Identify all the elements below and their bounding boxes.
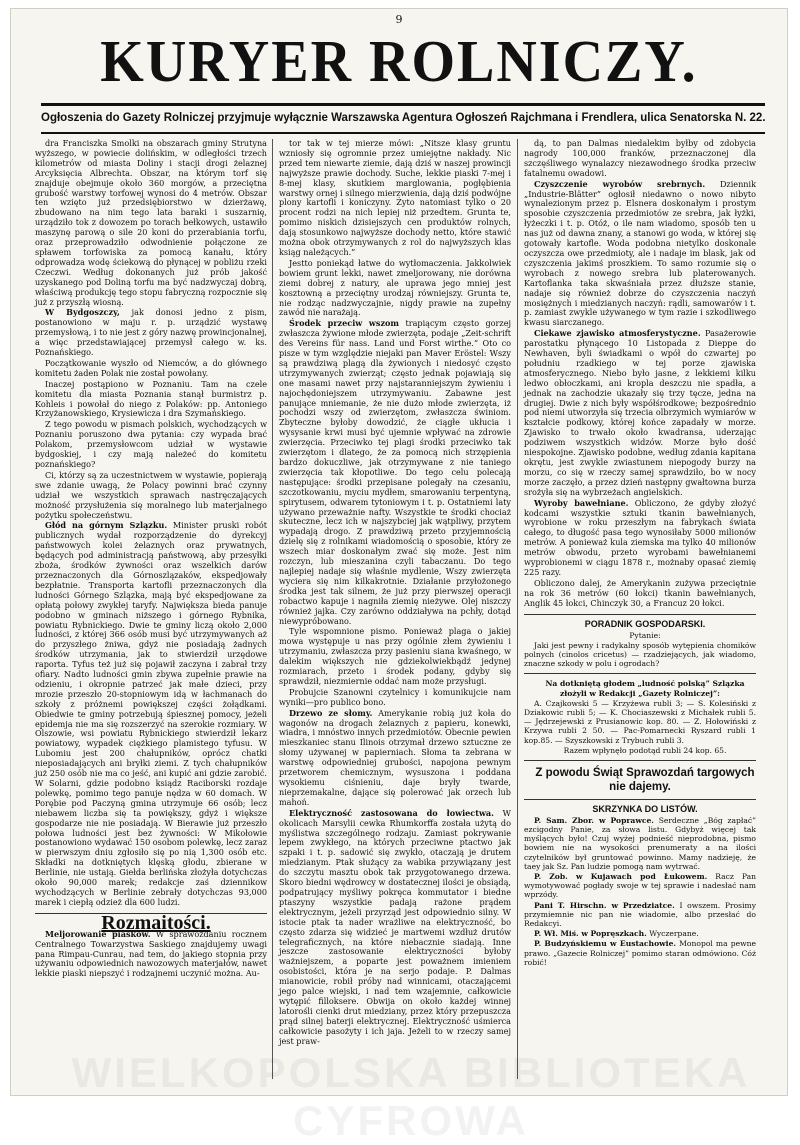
letter-text: I owszem. Prosimy przymiemnie nic pan nie wiadomie, albo przesłać do Redakcyi. [524, 900, 756, 929]
page-number: 9 [395, 13, 403, 26]
article-lead: Meljorowanie piasków. [45, 928, 151, 939]
section-rule [524, 760, 756, 761]
letter-text: Monopol ma pewne prawo. „Gazecie Rolniczej” pomimo staran odmówiono. Cóż robić! [524, 939, 756, 967]
letter-recipient: Pani T. Hirschn. w Przedziatce. [534, 900, 675, 910]
article-text: Minister pruski robót publicznych wydał rozporządzenie do dyrekcyj państwowych kolei żelaznych oraz prywatnych, będących pod administracją państwową, aby przesyłki zboża, środków żywności oraz wszelkich darów przeznaczonych dla Górnoszlązaków, ekspedjowały bezpłatnie. Transporta kartofli przeznaczonych dla ludności Górnego Szlązka, mają być ekspedjowane za opłatą połowy zwykłej taryfy. Największa bieda panuje podobno w gminach niższego i górnego Rybnika, powiatu Rybnickiego. Dwie te gminy liczą około 2,000 ludności, z której 366 osób musi być utrzymywanych aż do przyszłego żniwa, gdyż nie posiadają żadnych środków utrzymania, jak to stwierdził urzędowe raporta. Tyfus też już się pojawił zaczyna i zabrał trzy ofiary. Nadto ludności gmin zbywa zupełnie prawie na odzieniu, i okropnie patrzeć jak małe dzieci, przy mrozie przeszło 20-stopniowym idą w łachmanach do szkoły z próżnemi powiększej części żołądkami. Obiedwie te gminy potrzebują śpiesznej pomocy, jeżeli epidemja nie ma się rozszerzyć na szerokie rozmiary. W Olszowie, wsi powiatu Rybnickiego stwierdził lekarz powiatowy, wypadek ciężkiego plamistego tyfusu. W Lubomiu jest 200 chałupników, oprócz chatki nieposiadających ani bryłki ziemi. Z tych chałupników już 250 osób nie ma co jeść, ani kupić ani gdzie zarobić. W Solarni, gdzie podobno ksiądz Raciborski rozdaje polewkę, pomimo tego panuje nędza w 60 domach. W Porębie pod Paczyną gmina utrzymuje 66 osób; lecz niebawem liczba się ta powiększy, gdyż i większe gospodarze nie nie posiadają. W Bierawie już przeszło połowa ludności jest bez żywności: W Mikołowie postanowiono wydawać 150 osobom polewkę, lecz zaraz w pierwszym dniu zgłosiło się po nią 1,300 osób etc. Składki na dotkniętych klęską głodu, zbierane w Berlinie, nie ustają. Giełda berlińska złożyła dotychczas około 90,000 marek; redakcje zaś dziennikow wychodzących w Berlinie zebrały dotychczas 93,000 marek i ciepłą odzież dla 600 ludzi. [35, 520, 268, 907]
article-text: Amerykanie robią już koła do wagonów na drogach żelaznych z papieru, konewki, wiadra, i mnóstwo innych przedmiotów. Obecnie pewien mieszkaniec stanu Ilinois otrzymał drzewo sztuczne ze słomy używanej w papierniach. Słoma ta zebrana w warstwę odpowiedniej grubości, napojona pewnym przetworem chemicznym, wysuszona i poddana wysokiemu ciśnieniu, daje bryły twarde, nieprzemakalne, dające się polerować jak orzech lub mahoń. [279, 707, 511, 807]
section-heading-poradnik: PORADNIK GOSPODARSKI. [584, 618, 706, 629]
letter-reply [524, 939, 756, 967]
section-heading-skrzynka: SKRZYNKA DO LISTÓW. [592, 803, 698, 814]
article-paragraph [35, 521, 267, 907]
library-watermark: WIELKOPOLSKA BIBLIOTEKA CYFROWA [71, 1049, 751, 1144]
header-rule [41, 132, 765, 134]
article-paragraph [524, 499, 756, 578]
article-text: jak donosi jedno z pism, postanowiono w maju r. p. urządzić wystawę przemysłową, i to nie jest z góry nazwę prowincjonalnej, a więc przedstawiającej przemysł całego w. ks. Poznańskiego. [35, 307, 267, 358]
article-text: Jestto poniekąd łatwe do wytłomaczenia. Jakkolwiek bowiem grunt lekki, nawet zmeljorowany, nie dorówna ziemi dobrej z natury, ale uprawa jego mniej jest kosztowną a przeciętny urodzaj równiejszy. Grunta te, nie rodząc nadzwyczajnie, nigdy prawie na zupełny zawód nie narażają. [279, 257, 511, 318]
letter-recipient: P. Wł. Miś. w Popręszkach. [534, 929, 647, 939]
column-divider [272, 139, 273, 1079]
article-lead: W Bydgoszczy, [45, 307, 120, 318]
masthead-rule [41, 103, 765, 106]
article-text: Dziennik „Industrie-Blätter” ogłosił niedawno o nowo nibyto wynalezionym przez p. Elsnera doskonałym i prostym sposobie czyszczenia przedmiotów ze srebra, jak łyżki, łyżeczki i t. p. Otóż, o ile nam wiadomo, sposób ten u nas już od dawna znany, a stanowi go woda, w której się gotowały kartofle. Woda podobna nietylko doskonale oczyszcza owe przedmioty, ale i nadaje im blask, jak od czyszczenia jakimś proszkiem. To samo rozumie się o wyrobach z nowego srebra lub platerowanych. Kartoflanka taka skwaśniała przez dłuższe stanie, nadaje się również dobrze do czyszczenia naczyń mosiężnych i miedzianych naczyń: rądli, samowarów i t. p. zamiast zwykle używanego w tym razie i szkodliwego kwasu siarczanego. [524, 178, 756, 328]
newspaper-page [10, 8, 788, 1144]
letter-text: Wyczerpane. [649, 929, 699, 939]
article-text: W sprawozdaniu rocznem Centralnego Towarzystwa Saskiego znajdujemy uwagi pana Rimpau-Cunrau, nad tem, do jakiego stopnia przy używaniu odpowiednich nawozowych materjałów, nawet lekkie piaski niepszyć i rodzajnemi uczynić można. Au- [35, 928, 268, 979]
holiday-notice: Z powodu Świąt Sprawozdań targowych nie dajemy. [535, 766, 755, 793]
article-lead: Drzewo ze słomy. [289, 707, 373, 718]
article-text: tor tak w tej mierze mówi: „Nitsze klasy gruntu wzniosły się ogromnie przez umiejętne nakłady. Nic przed tem niewarte ziemie, dają dziś w naszej prowincji najwyższe prawie dochody. Suche, lekkie piaski 7-mej i 8-mej klasy, skutkiem marglowania, pogłębienia warstwy ornej i silnego mierzwienia, dają dziś podwójne plony kartofli i koniczyny. Żyto natomiast tylko o 20 procent rodzi na nich lepiej niż przedtem. Grunta te, pomimo niskich dzisiejszych cen produktów rolnych, dają stosunkowo najwyższe dochody netto, które stawić można obok otrzymywanych z rol do najwyższych klas ksiąg należących.” [279, 138, 511, 257]
article-text: Początkowanie wyszło od Niemców, a do głównego komitetu żaden Polak nie został powołany. [35, 357, 267, 378]
article-text: Tyle wspomnione pismo. Ponieważ plaga o jakiej mowa występuje u nas przy ogólnie złem żywieniu i utrzymaniu, zwłaszcza przy pasieniu siana kwaśnego, w dalekim większych nie gdziekolwiekbądź jedynej rozmiarach, przeto i środek podany, gdyby się sprawdził, niezmiernie oddać nam może przysługi. [279, 626, 511, 686]
column-1 [35, 139, 267, 1079]
section-rule [524, 673, 756, 674]
article-lead: Środek przeciw wszom [289, 318, 400, 329]
letter-recipient: P. Budzyńskiemu w Eustachowie. [534, 939, 677, 949]
article-lead: Ciekawe zjawisko atmosferystyczne. [534, 328, 701, 339]
article-paragraph [35, 308, 267, 358]
article-text: Obliczono dalej, że Amerykanin zużywa przeciętnie na rok 36 metrów (60 łokci) tkanin bawełnianych, Anglik 45 łokci, Chinczyk 30, a Francuz 20 łokci. [524, 577, 756, 608]
article-text: Pasażerowie parostatku płynącego 10 Listopada z Dieppe do Newhaven, byli świadkami o wpół do czwartej po południu rzadkiego w tej porze zjawiska atmosferycznego. Niebo było jasne, z lekkiemi kilku ledwo obłoczkami, ani kropla deszczu nie spadła, a jednak na zachodzie ukazały się trzy tęcze, jedna na drugiej. Dwie z nich były współśrodkowe; bezpośrednio pod niemi utworzyła się trzecia olbrzymich wymiarów w kształcie podkowy, której końce zapadały w morze. Zjawisko to trwało około kwadransa, uderzając podziwem wszystkich widzów. Morze było dość niespokojne. Zjawisko podobne, według zdania kapitana okrętu, jest zwykle zwiastunem niepogody burzy na morzu, co się w rzeczy samej sprawdziło, bo w nocy morze zaczęło, a przez dzień następny gwałtowna burza srożyła się na wybrzeżach angielskich. [524, 328, 756, 497]
article-text: Inaczej postąpiono w Poznaniu. Tam na czele komitetu dla miasta Poznania stanął burmistrz p. Kohleis i powołał do niego z Polaków: pp. Antoniego Krzyżanowskiego, Krysiewicza i dra Szymańskiego. [35, 378, 267, 419]
article-text: dra Franciszka Smolki na obszarach gminy Strutyna wyższego, w powiecie dolińskim, w odległości trzech kilometrów od miasta Doliny i stacji drogi żelaznej Arcyksięcia Albrechta. Obszar, na którym torf się znajduje obejmuje około 360 morgów, a przeciętna grubość warstwy torfowej wynosi do 4 metrów. Obszar ten wzięto już przedsiębiorstwo w dzierżawę, zbudowano na nim tego lata baraki i suszarnię, urządziło tok z dowozem po torach bełkowych, ustawiło maszynę parową o sile 20 koni do przerabiania torfu, oraz przeprowadziło odwodnienie połączone ze spławem torfowiska za pomocą kanału, który odprowadza wodę ściekową do płynącej w pobliżu rzeki Czeczwi. Według dokonanych już prób jakość uzyskanego pod Doliną torfu ma być nadzwyczaj dobrą, właściwą produkcję tego stopu fabryczną rozpocznie się już z przyszłą wiosną. [35, 138, 267, 307]
question-text: Jaki jest pewny i radykalny sposób wytępienia chomików polnych (cinolos cricetus) — rzadziejących, jak wiadomo, znaczne szkody w polu i ogrodach? [524, 640, 756, 669]
letter-text: Serdeczne „Bóg zapłać” ezcigodny Panie, za słowa listu. Gdybyż więcej tak myślących było! Czuj wyżej podnieść nieprodobna, pismo bowiem nie na wysokości prenumeraty a na ilości czytelników był gruntować powinno. Mamy nadzieję, że taey jak Sz. Pan ludzie pomogą nam wytrwać. [524, 815, 757, 871]
article-text: Obliczono, że gdyby złożyć kodcami wszystkie sztuki tkanin bawełnianych, wyrobione w roku przeszłym na fabrykach świata całego, to długość pasa tego wynosiłaby 5000 milionów metrów. A ponieważ kula ziemska ma tylko 40 milionów metrów obwodu, przeto wyrobami bawełnianemi wyprobionemi w ciągu 1878 r., możnaby opasać ziemię 225 razy. [524, 497, 756, 577]
letter-text: Racz Pan wymotywować pogłady swoje w tej sprawie i nadesłać nam wprzódy. [524, 872, 757, 900]
article-paragraph [524, 329, 756, 497]
article-paragraph [279, 809, 511, 1047]
article-paragraph [35, 930, 267, 980]
article-text: dą, to pan Dalmas niedalekim byłby od zdobycia nagrody 100,000 franków, przeznaczonej dla szczęśliwego wynalazcy niezawodnego środka przeciw fatalnemu owadowi. [524, 138, 756, 178]
article-text: Probujcie Szanowni czytelnicy i komunikujcie nam wyniki—pro publico bono. [279, 686, 511, 707]
letter-reply [524, 929, 756, 938]
article-lead: Elektryczność zastosowana do łowiectwa. [289, 807, 494, 818]
letter-recipient: P. Sam. Zbor. w Poprawce. [534, 815, 654, 825]
masthead-title: KURYER ROLNICZY. [100, 29, 698, 95]
column-2 [279, 139, 511, 1079]
letter-reply [524, 872, 756, 900]
article-paragraph [279, 319, 511, 626]
donations-heading: Na dotkniętą głodem „ludność polską” Szlązka złożyli w Redakcji „Gazety Rolniczej”: [545, 679, 745, 698]
article-paragraph [279, 709, 511, 808]
article-lead: Czyszczenie wyrobów srebrnych. [534, 178, 706, 189]
column-divider [517, 139, 518, 1079]
article-paragraph [524, 180, 756, 329]
article-lead: Głód na górnym Szlązku. [45, 520, 168, 531]
article-text: Z tego powodu w pismach polskich, wychodzących w Poznaniu poruszono dwa pytania: czy wypada brać Polakom, przemysłowcom udział w wystawie bydgoskiej, i czy mają należeć do komitetu poznańskiego? [35, 419, 267, 469]
donations-list: A. Czajkowski 5 — Krzyżewa rubli 3; — S. Kolesiński z Dziakowic rubli 5; — K. Chociaszewski z Michałek rubli 5. — Jędrzejewski z Prusianowic kop. 80. — Z. Hołowiński z Krzywa rubli 2 50. — Pac-Pomarnecki Ryszard rubli 1 kop.85. — Szyszkowski z Trybuch rubli 3. [524, 698, 756, 745]
section-rule [524, 799, 756, 800]
article-text: Ci, którzy są za uczestnictwem w wystawie, popierają swe zdanie uwagą, że Polacy powinni brać czynny udział we wszystkich sprawach nastręczających możność przysłużenia się moralnego lub materjalnego pożytku społeczeństwu. [35, 469, 267, 520]
section-heading-rozmaitosci: Rozmaitości. [101, 911, 211, 934]
question-label: Pytanie: [629, 630, 661, 640]
article-lead: Wyroby bawełniane. [534, 497, 629, 508]
advertising-notice: Ogłoszenia do Gazety Rolniczej przyjmuje wyłącznie Warszawska Agentura Ogłoszeń Rajchmana i Frendlera, ulica Senatorska N. 22. [41, 112, 766, 124]
letter-reply [524, 816, 756, 871]
column-3 [524, 139, 756, 1079]
donations-total: Razem wpłynęło podotąd rubli 24 kop. 65. [563, 745, 727, 755]
section-rule [524, 614, 756, 615]
letter-reply [524, 901, 756, 929]
letter-recipient: P. Zob. w Kujawach pod Łukowem. [534, 872, 708, 882]
article-text: W okolicach Marsylii cewka Rhumkorffa została użytą do myślistwa szczególnego rodzaju. Zamiast pokrywanie lepem zwykłego, na których przeciwne ptactwo jak szpaki i t. p. sadowić się zwykło, otaczają je drutem miedzianym. Ptak służący za wabika przywiązany jest do szczytu masztu obok tak przygotowanego drzewa. Skoro biedni wędrowcy w dostatecznej ilości je obsiądą, podpatrujący myśliwy pokręca kommutator i biedne ptaszyny wszystkie padają rażone prądem elektrycznym, jeżeli przyrząd jest odpowiednio silny. W istocie ptak ta nader wrażliwe na elektryczność, bo często zdarza się widzieć je martwemi wzdłuż drutów telegraficznych, na które niebacznie siadają. Inne jeszcze zastosowanie elektryczności byłoby ważniejszem, a poparte jest poważnem imieniem osobistości, która je na serjo podaje. P. Dalmas mianowicie, robił próby nad winnicami, otaczającemi jego palce wiejski, i nad tem wzajemnie, całkowicie wytępić filloksere. Obwija on około każdej winnej latorośli cienki drut miedziany, przez który przepuszcza prąd silnej baterji elektrycznej. Elektryczność uśmierca całkowicie pasożyty i ich jaja. Jeżeli to w rzeczy samej jest praw- [279, 807, 511, 1046]
article-text: trapiącym często gorzej zwłaszcza żywione młode zwierzęta, podaje „Zeit-schrift des Vereins für nass. Land und Forst wirthe.” Oto co pisze w tym względzie niejaki pan Maver Eröstel: Wszy są prawdziwą plagą dla żywionych i niedosyć często utrzymywanych zwierząt; często jednak pojawiają się one masami nawet przy najstaranniejszym żywieniu i najochędoniejszem utrzymywaniu. Zabawne jest panujące mniemanie, że nie dużo młode zwierzęta, iż pochodzi wszy od zwierzętom, zwłaszcza świniom. Zbyteczne byłoby dowodzić, że ciągłe ukłucia i wysysanie krwi musi być ujemnie wpływać na zdrowie zwierzęcia. Przeciwko tej plagi środki przeciwko tak zwierzętom i dlatego, że za pomocą nich strzępienia bardzo dokuczliwe, jak otrzymywane z nie taniego zwierzęcia tak kłopotliwe. Do tego celu polecają następujące: środki przepisane polegały na czesaniu, szczotkowaniu, myciu mydłem, smarowaniu terpentyną, spirytusem, odwarem tytoniowym i t. p. Ostatniemi laty używano przeważnie nafty. Wszystkie te środki chociaż skuteczne, lecz ich w najszybciej jak wątpliwy, przytem wypadają drogo. Z prawdziwą przeto przyjemnością dzielę się z rolnikami wiadomością o sposobie, który ze wszech miar doskonałym zwać się może. Jest nim rozczyn, lub mieszanina czyli tabaczanu. Do tego najlepiej nadaje się właśnie mydlenie, Wszy zwierzęta wyciera się nim kilkakrotnie. Działanie przyłożonego środka jest tak silnem, że już przy pierwszej operacji robactwo kapuje i nagniła ziemię nieżywe. Olej niszczy również jajka. Czy zarówno oddziaływa na pchły, dotąd niewypróbowano. [279, 318, 511, 626]
